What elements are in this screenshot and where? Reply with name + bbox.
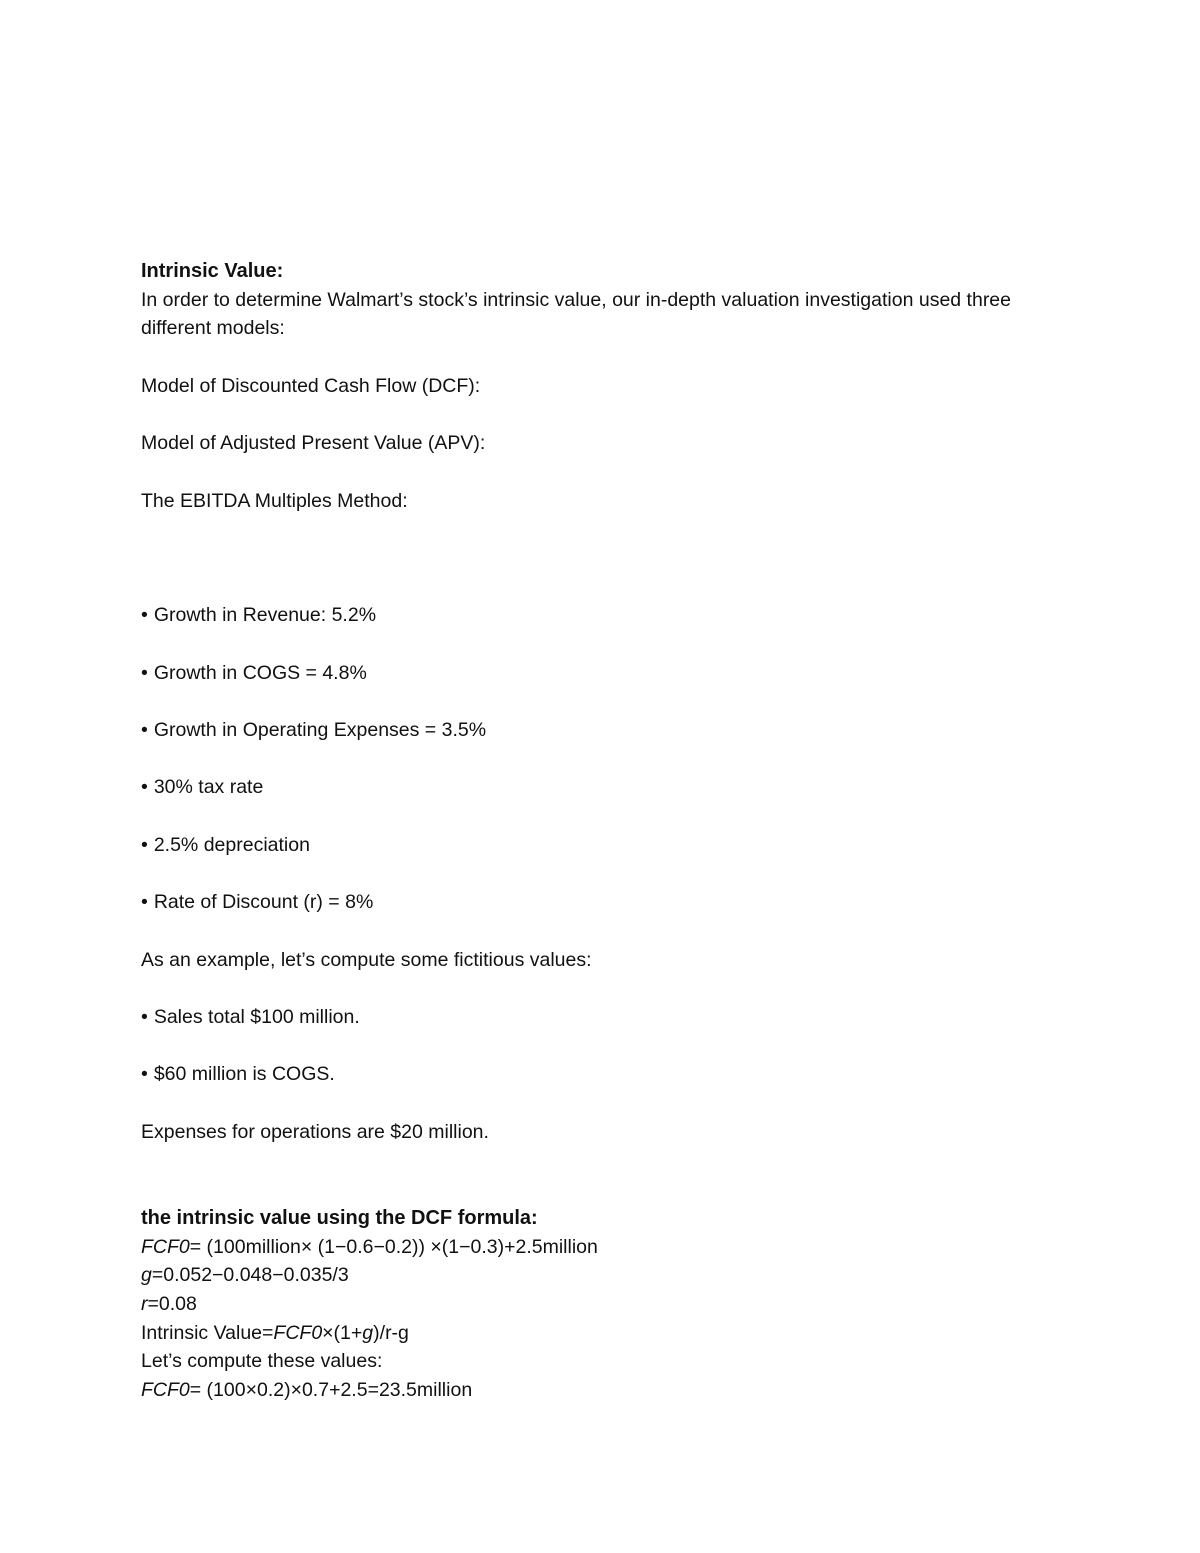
r-variable: r	[141, 1293, 148, 1315]
model-apv: Model of Adjusted Present Value (APV):	[141, 432, 486, 455]
model-dcf: Model of Discounted Cash Flow (DCF):	[141, 374, 481, 397]
fcf0-computed-variable: FCF0	[141, 1379, 190, 1402]
example-cogs: • $60 million is COGS.	[141, 1060, 1041, 1089]
example-opex: Expenses for operations are $20 million.	[141, 1120, 489, 1143]
example-sales: • Sales total $100 million.	[141, 1003, 1041, 1032]
assumption-revenue-growth: • Growth in Revenue: 5.2%	[141, 601, 1041, 630]
document-body	[141, 257, 1041, 1405]
example-intro: As an example, let’s compute some fictitious values:	[141, 948, 592, 971]
iv-fcf0-variable: FCF0	[273, 1321, 323, 1344]
iv-middle: ×(1+	[322, 1321, 363, 1344]
formula-g	[141, 1261, 1041, 1290]
assumption-tax-rate: • 30% tax rate	[141, 773, 1041, 802]
formula-fcf0-computed	[141, 1376, 1041, 1405]
intro-paragraph: In order to determine Walmart’s stock’s intrinsic value, our in-depth valuation investigation used three different models:	[141, 288, 1011, 340]
fcf0-variable: FCF0	[141, 1235, 190, 1258]
assumption-discount-rate: • Rate of Discount (r) = 8%	[141, 888, 1041, 917]
formula-r	[141, 1290, 1041, 1319]
compute-line: Let’s compute these values:	[141, 1350, 383, 1373]
g-expression: =0.052−0.048−0.035/3	[151, 1264, 349, 1287]
r-expression: =0.08	[147, 1293, 197, 1315]
fcf0-computed-expression: = (100×0.2)×0.7+2.5=23.5million	[189, 1379, 473, 1402]
formula-fcf0	[141, 1233, 1041, 1262]
assumption-opex-growth: • Growth in Operating Expenses = 3.5%	[141, 716, 1041, 745]
assumption-cogs-growth: • Growth in COGS = 4.8%	[141, 659, 1041, 688]
assumption-depreciation: • 2.5% depreciation	[141, 831, 1041, 860]
fcf0-expression: = (100million× (1−0.6−0.2)) ×(1−0.3)+2.5million	[189, 1235, 598, 1258]
dcf-formula-heading: the intrinsic value using the DCF formula:	[141, 1206, 538, 1229]
intrinsic-value-heading: Intrinsic Value:	[141, 260, 284, 282]
iv-label: Intrinsic Value=	[141, 1321, 274, 1344]
iv-g-variable: g	[362, 1321, 374, 1344]
iv-end: )/r-g	[373, 1321, 409, 1344]
model-ebitda: The EBITDA Multiples Method:	[141, 489, 408, 512]
g-variable: g	[141, 1264, 152, 1287]
formula-intrinsic-value	[141, 1319, 1041, 1348]
